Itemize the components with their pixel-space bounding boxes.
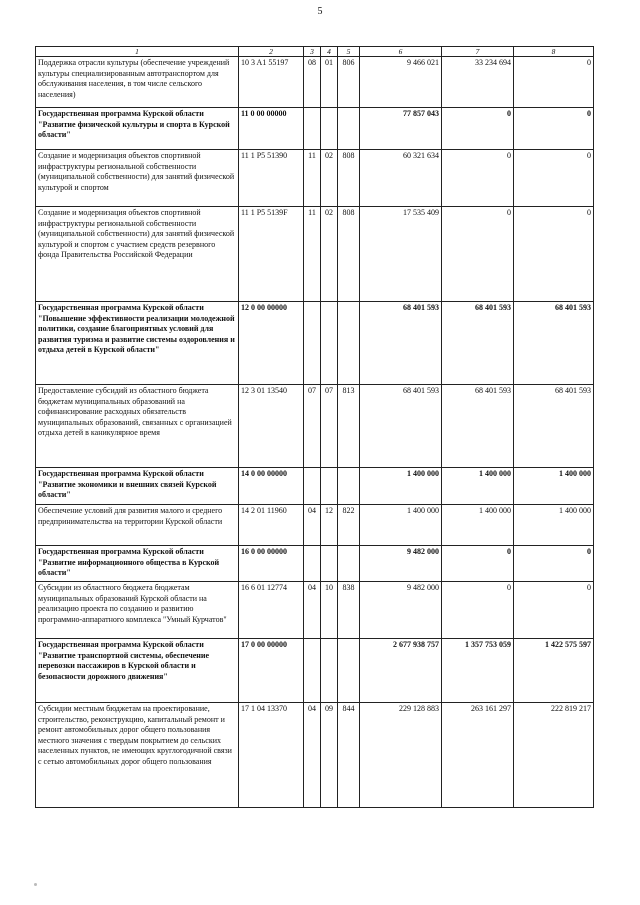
row-name: Создание и модернизация объектов спортивной инфраструктуры региональной собственности (муниципальной собственности) для занятий физической культурой и спортом [36,150,239,207]
row-expense-type: 822 [338,505,360,546]
row-section [304,108,321,150]
column-number: 6 [360,47,442,57]
budget-table [35,46,594,808]
margin-marks [633,425,639,465]
row-amount-year3: 222 819 217 [514,703,594,808]
row-subsection: 02 [321,207,338,302]
row-amount-year1: 229 128 883 [360,703,442,808]
row-name: Государственная программа Курской области "Развитие информационного общества в Курской области" [36,546,239,582]
table-row [36,385,594,468]
row-amount-year3: 68 401 593 [514,385,594,468]
row-amount-year1: 68 401 593 [360,302,442,385]
row-section: 08 [304,57,321,108]
row-code: 10 3 A1 55197 [239,57,304,108]
column-number: 7 [442,47,514,57]
row-expense-type [338,468,360,505]
row-amount-year1: 9 482 000 [360,582,442,639]
row-expense-type [338,546,360,582]
row-amount-year3: 1 400 000 [514,468,594,505]
column-number: 3 [304,47,321,57]
row-subsection [321,639,338,703]
program-row [36,639,594,703]
column-number: 1 [36,47,239,57]
row-code: 11 1 P5 5139F [239,207,304,302]
table-row [36,582,594,639]
row-code: 14 0 00 00000 [239,468,304,505]
row-name: Создание и модернизация объектов спортивной инфраструктуры региональной собственности (муниципальной собственности) для занятий физической культурой и спортом с участием средств резервного фонда Правительства Российской Федерации [36,207,239,302]
row-amount-year1: 2 677 938 757 [360,639,442,703]
row-name: Государственная программа Курской области "Развитие экономики и внешних связей Курской области" [36,468,239,505]
row-amount-year3: 68 401 593 [514,302,594,385]
page-number: 5 [317,6,323,17]
row-amount-year1: 68 401 593 [360,385,442,468]
column-number: 4 [321,47,338,57]
row-subsection: 02 [321,150,338,207]
row-amount-year2: 0 [442,582,514,639]
row-amount-year1: 17 535 409 [360,207,442,302]
row-amount-year3: 0 [514,150,594,207]
row-section: 04 [304,582,321,639]
row-subsection [321,108,338,150]
row-name: Субсидии из областного бюджета бюджетам муниципальных образований Курской области на реализацию проекта по созданию и развитию программно-аппаратного комплекса "Умный Курчатов" [36,582,239,639]
row-expense-type: 808 [338,150,360,207]
row-section: 04 [304,703,321,808]
table-row [36,57,594,108]
row-code: 14 2 01 11960 [239,505,304,546]
row-subsection [321,468,338,505]
table-row [36,703,594,808]
row-code: 11 1 P5 51390 [239,150,304,207]
program-row [36,468,594,505]
row-amount-year2: 1 400 000 [442,505,514,546]
program-row [36,302,594,385]
table-row [36,505,594,546]
row-section: 04 [304,505,321,546]
row-section [304,302,321,385]
row-amount-year1: 1 400 000 [360,505,442,546]
program-row [36,546,594,582]
row-amount-year3: 1 422 575 597 [514,639,594,703]
row-expense-type: 844 [338,703,360,808]
row-amount-year1: 60 321 634 [360,150,442,207]
row-section: 11 [304,150,321,207]
row-subsection [321,302,338,385]
table-row [36,150,594,207]
row-expense-type: 838 [338,582,360,639]
row-code: 12 3 01 13540 [239,385,304,468]
row-amount-year1: 1 400 000 [360,468,442,505]
row-amount-year2: 0 [442,207,514,302]
row-expense-type [338,108,360,150]
row-code: 11 0 00 00000 [239,108,304,150]
row-name: Поддержка отрасли культуры (обеспечение учреждений культуры специализированным автотранспортом для обслуживания населения, в том числе сельского населения) [36,57,239,108]
row-section: 07 [304,385,321,468]
row-amount-year2: 0 [442,546,514,582]
row-name: Государственная программа Курской области "Повышение эффективности реализации молодежной политики, создание благоприятных условий для развития туризма и развитие системы оздоровления и отдыха детей в Курской области" [36,302,239,385]
row-amount-year2: 263 161 297 [442,703,514,808]
row-name: Государственная программа Курской области "Развитие транспортной системы, обеспечение перевозки пассажиров в Курской области и безопасности дорожного движения" [36,639,239,703]
row-amount-year3: 0 [514,108,594,150]
row-amount-year1: 77 857 043 [360,108,442,150]
row-amount-year2: 1 400 000 [442,468,514,505]
row-amount-year1: 9 466 021 [360,57,442,108]
row-amount-year3: 0 [514,57,594,108]
column-number: 5 [338,47,360,57]
row-section [304,468,321,505]
row-section [304,546,321,582]
row-name: Предоставление субсидий из областного бюджета бюджетам муниципальных образований на софинансирование расходных обязательств муниципальных образований, связанных с организацией отдыха детей в каникулярное время [36,385,239,468]
row-amount-year2: 0 [442,108,514,150]
row-expense-type [338,639,360,703]
column-number: 2 [239,47,304,57]
row-amount-year3: 0 [514,207,594,302]
row-expense-type: 813 [338,385,360,468]
row-code: 16 0 00 00000 [239,546,304,582]
row-subsection [321,546,338,582]
row-subsection: 07 [321,385,338,468]
row-amount-year2: 1 357 753 059 [442,639,514,703]
row-subsection: 01 [321,57,338,108]
program-row [36,108,594,150]
row-section: 11 [304,207,321,302]
row-expense-type: 806 [338,57,360,108]
row-name: Субсидии местным бюджетам на проектирование, строительство, реконструкцию, капитальный ремонт и ремонт автомобильных дорог общего пользования местного значения с твердым покрытием до сельских населенных пунктов, не имеющих круглогодичной связи с сетью автомобильных дорог общего пользования [36,703,239,808]
row-subsection: 12 [321,505,338,546]
table-row [36,207,594,302]
row-amount-year3: 1 400 000 [514,505,594,546]
row-name: Обеспечение условий для развития малого и среднего предпринимательства на территории Курской области [36,505,239,546]
row-expense-type: 808 [338,207,360,302]
row-code: 12 0 00 00000 [239,302,304,385]
row-subsection: 09 [321,703,338,808]
row-section [304,639,321,703]
row-code: 17 0 00 00000 [239,639,304,703]
row-code: 17 1 04 13370 [239,703,304,808]
row-amount-year3: 0 [514,546,594,582]
column-number-row [36,47,594,57]
column-number: 8 [514,47,594,57]
row-amount-year2: 68 401 593 [442,302,514,385]
row-name: Государственная программа Курской области "Развитие физической культуры и спорта в Курской области" [36,108,239,150]
row-amount-year2: 33 234 694 [442,57,514,108]
row-amount-year3: 0 [514,582,594,639]
scan-dot [34,883,37,886]
row-subsection: 10 [321,582,338,639]
row-expense-type [338,302,360,385]
row-code: 16 6 01 12774 [239,582,304,639]
row-amount-year2: 68 401 593 [442,385,514,468]
row-amount-year1: 9 482 000 [360,546,442,582]
row-amount-year2: 0 [442,150,514,207]
